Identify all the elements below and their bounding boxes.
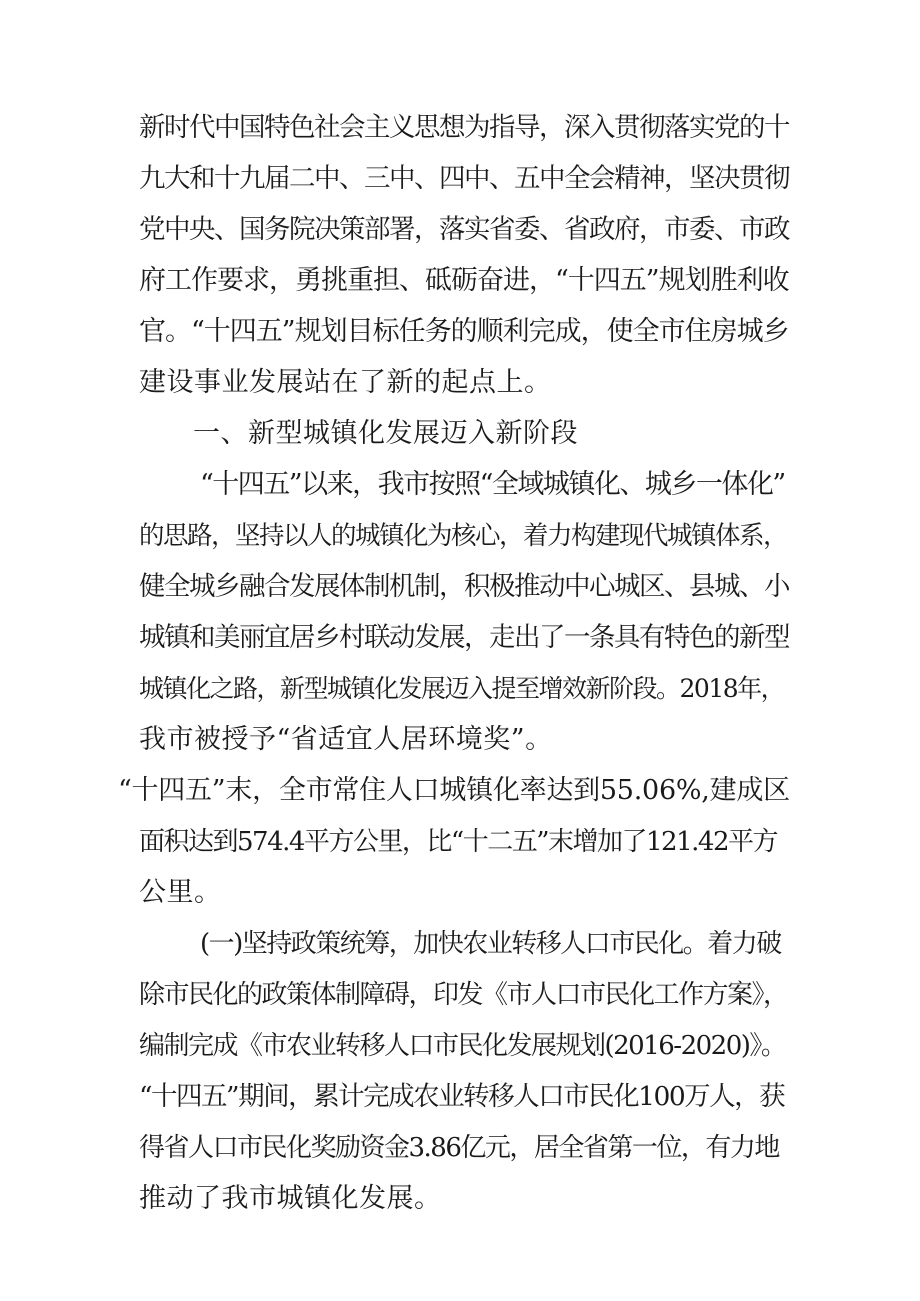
- text-line: 我市被授予“省适宜人居环境奖”。: [139, 724, 553, 755]
- text-line: 推动了我市城镇化发展。: [139, 1183, 442, 1214]
- text-line: 的思路，坚持以人的城镇化为核心，着力构建现代城镇体系，: [139, 521, 788, 551]
- section-heading: 一、新型城镇化发展迈入新阶段: [193, 418, 578, 449]
- text-line: 得省人口市民化奖励资金3.86亿元，居全省第一位，有力地: [139, 1133, 779, 1163]
- subsection-heading: (一)坚持政策统筹，加快农业转移人口市民化。着力破: [200, 929, 781, 959]
- text-line: 健全城乡融合发展体制机制，积极推动中心城区、县城、小: [139, 571, 789, 602]
- text-line: 城镇和美丽宜居乡村联动发展，走出了一条具有特色的新型: [139, 622, 789, 653]
- text-line: 九大和十九届二中、三中、四中、五中全会精神，坚决贯彻: [139, 163, 789, 194]
- text-line: 党中央、国务院决策部署，落实省委、省政府，市委、市政: [139, 214, 789, 245]
- text-line: 新时代中国特色社会主义思想为指导，深入贯彻落实党的十: [139, 112, 789, 143]
- text-line: 官。“十四五”规划目标任务的顺利完成，使全市住房城乡: [139, 316, 789, 347]
- text-line: 编制完成《市农业转移人口市民化发展规划(2016-2020)》。: [139, 1031, 786, 1061]
- text-line: 城镇化之路，新型城镇化发展迈入提至增效新阶段。2018年，: [139, 674, 785, 703]
- text-line: 除市民化的政策体制障碍，印发《市人口市民化工作方案》，: [139, 980, 788, 1010]
- text-line: 面积达到574.4平方公里，比“十二五”末增加了121.42平方: [139, 827, 777, 857]
- text-line: 府工作要求，勇挑重担、砥砺奋进，“十四五”规划胜利收: [139, 265, 789, 296]
- text-line: “十四五”末，全市常住人口城镇化率达到55.06%,建成区: [118, 775, 790, 806]
- text-line: 建设事业发展站在了新的起点上。: [139, 367, 552, 398]
- text-line: 公里。: [139, 877, 222, 908]
- text-line: “十四五”以来，我市按照“全域城镇化、城乡一体化”: [200, 469, 785, 500]
- text-line: “十四五”期间，累计完成农业转移人口市民化100万人，获: [139, 1081, 785, 1112]
